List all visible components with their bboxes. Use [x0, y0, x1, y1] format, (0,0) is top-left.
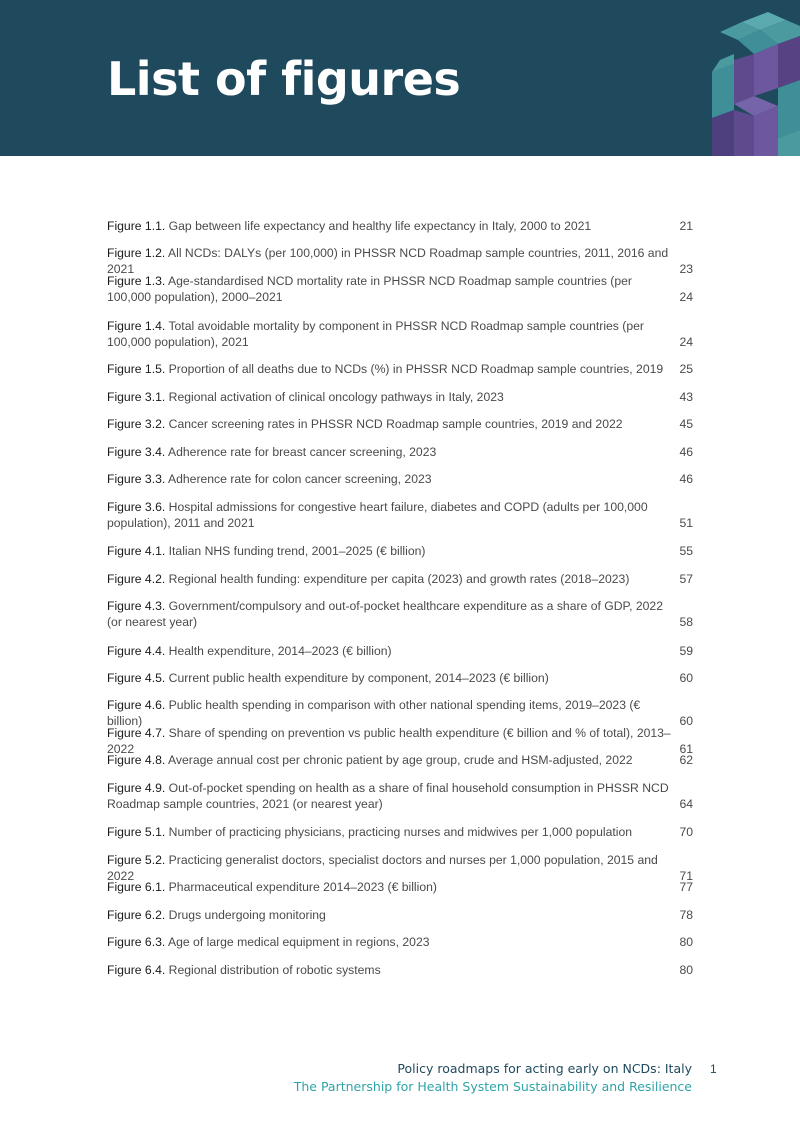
figure-description: Public health spending in comparison with other national spending items, 2019–2023 (€ billion) — [107, 698, 641, 728]
page-number: 70 — [679, 825, 693, 839]
page-number: 59 — [679, 644, 693, 658]
figure-label: Figure 4.3. — [107, 599, 166, 613]
list-item — [107, 780, 693, 812]
figure-label: Figure 3.1. — [107, 390, 166, 404]
figure-description: Out-of-pocket spending on health as a share of final household consumption in PHSSR NCD Roadmap sample countries, 2021 (or nearest year) — [107, 781, 669, 811]
footer-organization: The Partnership for Health System Sustainability and Resilience — [293, 1079, 692, 1094]
figure-label: Figure 6.4. — [107, 963, 166, 977]
list-item — [107, 643, 693, 659]
figure-label: Figure 1.5. — [107, 362, 166, 376]
page-number: 55 — [679, 544, 693, 558]
list-item — [107, 361, 693, 377]
figure-label: Figure 1.4. — [107, 319, 166, 333]
figure-label: Figure 5.1. — [107, 825, 166, 839]
figure-description: Hospital admissions for congestive heart failure, diabetes and COPD (adults per 100,000 population), 2011 and 2021 — [107, 500, 648, 530]
figure-label: Figure 4.9. — [107, 781, 166, 795]
figure-description: Average annual cost per chronic patient by age group, crude and HSM-adjusted, 2022 — [167, 753, 633, 767]
page-number: 46 — [679, 445, 693, 459]
page-header — [0, 0, 800, 156]
figure-description: Italian NHS funding trend, 2001–2025 (€ billion) — [168, 544, 426, 558]
list-item — [107, 879, 693, 895]
page-number: 78 — [679, 908, 693, 922]
figure-description: Pharmaceutical expenditure 2014–2023 (€ billion) — [168, 880, 437, 894]
figure-label: Figure 4.4. — [107, 644, 166, 658]
figure-description: All NCDs: DALYs (per 100,000) in PHSSR NCD Roadmap sample countries, 2011, 2016 and 2021 — [107, 246, 669, 276]
figure-description: Practicing generalist doctors, specialist doctors and nurses per 1,000 population, 2015 and 2022 — [107, 853, 658, 883]
figure-label: Figure 4.1. — [107, 544, 166, 558]
page-number: 80 — [679, 963, 693, 977]
page-number: 45 — [679, 417, 693, 431]
figure-description: Current public health expenditure by component, 2014–2023 (€ billion) — [168, 671, 549, 685]
list-item — [107, 670, 693, 686]
figure-description: Total avoidable mortality by component in PHSSR NCD Roadmap sample countries (per 100,000 population), 2021 — [107, 319, 644, 349]
list-item — [107, 273, 693, 305]
figure-description: Cancer screening rates in PHSSR NCD Roadmap sample countries, 2019 and 2022 — [168, 417, 623, 431]
figure-description: Government/compulsory and out-of-pocket healthcare expenditure as a share of GDP, 2022 (or nearest year) — [107, 599, 663, 629]
figure-description: Drugs undergoing monitoring — [168, 908, 326, 922]
page-number: 24 — [679, 290, 693, 304]
page-number: 43 — [679, 390, 693, 404]
list-item — [107, 389, 693, 405]
list-item — [107, 471, 693, 487]
page-number: 60 — [679, 714, 693, 728]
figure-label: Figure 3.4. — [107, 445, 166, 459]
page-number: 62 — [679, 753, 693, 767]
page-number: 71 — [679, 869, 693, 883]
figure-description: Regional health funding: expenditure per capita (2023) and growth rates (2018–2023) — [168, 572, 630, 586]
figure-description: Age of large medical equipment in regions, 2023 — [167, 935, 430, 949]
figure-label: Figure 6.3. — [107, 935, 166, 949]
figure-label: Figure 4.8. — [107, 753, 166, 767]
figure-label: Figure 4.2. — [107, 572, 166, 586]
figure-description: Adherence rate for colon cancer screening, 2023 — [167, 472, 432, 486]
figure-description: Adherence rate for breast cancer screening, 2023 — [167, 445, 437, 459]
list-item — [107, 499, 693, 531]
figure-label: Figure 4.7. — [107, 726, 166, 740]
list-item — [107, 218, 693, 234]
figure-label: Figure 5.2. — [107, 853, 166, 867]
figure-description: Regional distribution of robotic systems — [168, 963, 381, 977]
footer-page-number: 1 — [710, 1062, 717, 1076]
list-item — [107, 416, 693, 432]
figure-description: Health expenditure, 2014–2023 (€ billion) — [168, 644, 392, 658]
page-number: 80 — [679, 935, 693, 949]
list-item — [107, 907, 693, 923]
figure-description: Share of spending on prevention vs public health expenditure (€ billion and % of total), 2013–2022 — [107, 726, 671, 756]
figure-description: Proportion of all deaths due to NCDs (%) in PHSSR NCD Roadmap sample countries, 2019 — [168, 362, 664, 376]
page-number: 21 — [679, 219, 693, 233]
page-number: 60 — [679, 671, 693, 685]
figure-label: Figure 3.3. — [107, 472, 166, 486]
list-item — [107, 824, 693, 840]
figure-label: Figure 3.6. — [107, 500, 166, 514]
page-number: 61 — [679, 742, 693, 756]
figure-label: Figure 4.5. — [107, 671, 166, 685]
list-item — [107, 598, 693, 630]
figure-label: Figure 6.2. — [107, 908, 166, 922]
page-number: 51 — [679, 516, 693, 530]
figure-label: Figure 3.2. — [107, 417, 166, 431]
footer-report-title: Policy roadmaps for acting early on NCDs: Italy — [397, 1061, 692, 1076]
figure-label: Figure 6.1. — [107, 880, 166, 894]
page-title: List of figures — [107, 52, 461, 106]
figure-description: Number of practicing physicians, practicing nurses and midwives per 1,000 population — [168, 825, 633, 839]
page-number: 25 — [679, 362, 693, 376]
figure-label: Figure 1.2. — [107, 246, 166, 260]
page-number: 46 — [679, 472, 693, 486]
cross-pattern-decoration — [650, 0, 800, 156]
list-item — [107, 444, 693, 460]
list-item — [107, 543, 693, 559]
figure-label: Figure 4.6. — [107, 698, 166, 712]
page-number: 24 — [679, 335, 693, 349]
list-item — [107, 318, 693, 350]
page-number: 58 — [679, 615, 693, 629]
figure-label: Figure 1.1. — [107, 219, 166, 233]
list-item — [107, 934, 693, 950]
figure-label: Figure 1.3. — [107, 274, 166, 288]
list-item — [107, 962, 693, 978]
list-item — [107, 571, 693, 587]
figure-description: Gap between life expectancy and healthy life expectancy in Italy, 2000 to 2021 — [168, 219, 592, 233]
figure-description: Regional activation of clinical oncology pathways in Italy, 2023 — [168, 390, 504, 404]
page-number: 23 — [679, 262, 693, 276]
page-number: 77 — [679, 880, 693, 894]
page-number: 57 — [679, 572, 693, 586]
list-item — [107, 752, 693, 768]
page-number: 64 — [679, 797, 693, 811]
figure-description: Age-standardised NCD mortality rate in PHSSR NCD Roadmap sample countries (per 100,000 population), 2000–2021 — [107, 274, 632, 304]
